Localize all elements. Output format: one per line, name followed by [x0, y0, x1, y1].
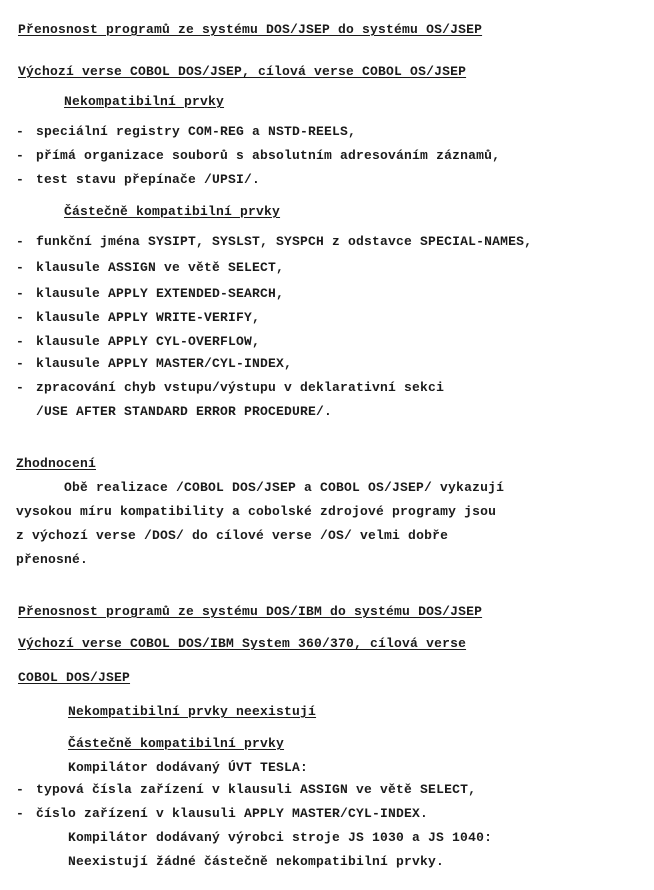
list-item: - klausule APPLY EXTENDED-SEARCH, — [16, 286, 285, 301]
list-item: - klausule APPLY MASTER/CYL-INDEX, — [16, 356, 293, 371]
section2-heading: Přenosnost programů ze systému DOS/IBM do systému DOS/JSEP — [18, 604, 483, 619]
list-item: - klausule ASSIGN ve větě SELECT, — [16, 260, 285, 275]
list-item: - test stavu přepínače /UPSI/. — [16, 172, 261, 187]
list-item: - číslo zařízení v klausuli APPLY MASTER/CYL-INDEX. — [16, 806, 429, 821]
list-item: - typová čísla zařízení v klausuli ASSIGN ve větě SELECT, — [16, 782, 477, 797]
list-item: - funkční jména SYSIPT, SYSLST, SYSPCH z odstavce SPECIAL-NAMES, — [16, 234, 533, 249]
list-item: - speciální registry COM-REG a NSTD-REELS, — [16, 124, 357, 139]
list-item: - zpracování chyb vstupu/výstupu v deklarativní sekci — [16, 380, 445, 395]
list-item: - klausule APPLY CYL-OVERFLOW, — [16, 334, 261, 349]
section1-partial-title: Částečně kompatibilní prvky — [64, 204, 281, 219]
list-item: - přímá organizace souborů s absolutním adresováním záznamů, — [16, 148, 501, 163]
section2-partial-title: Částečně kompatibilní prvky — [68, 736, 285, 751]
section2-versions-line2: COBOL DOS/JSEP — [18, 670, 131, 685]
list-item: - klausule APPLY WRITE-VERIFY, — [16, 310, 261, 325]
js-note: Neexistují žádné částečně nekompatibilní prvky. — [68, 854, 445, 869]
evaluation-line: Obě realizace /COBOL DOS/JSEP a COBOL OS/JSEP/ vykazují — [64, 480, 505, 495]
section1-incompatible-title: Nekompatibilní prvky — [64, 94, 225, 109]
compiler-tesla-label: Kompilátor dodávaný ÚVT TESLA: — [68, 760, 309, 775]
section2-versions-line1: Výchozí verse COBOL DOS/IBM System 360/370, cílová verse — [18, 636, 467, 651]
evaluation-line: z výchozí verse /DOS/ do cílové verse /OS/ velmi dobře — [16, 528, 449, 543]
list-item-continuation: /USE AFTER STANDARD ERROR PROCEDURE/. — [36, 404, 333, 419]
evaluation-line: přenosné. — [16, 552, 89, 567]
section1-heading: Přenosnost programů ze systému DOS/JSEP do systému OS/JSEP — [18, 22, 483, 37]
evaluation-title: Zhodnocení — [16, 456, 97, 471]
evaluation-line: vysokou míru kompatibility a cobolské zdrojové programy jsou — [16, 504, 497, 519]
compiler-js-label: Kompilátor dodávaný výrobci stroje JS 1030 a JS 1040: — [68, 830, 493, 845]
section2-incompatible-title: Nekompatibilní prvky neexistují — [68, 704, 317, 719]
section1-versions: Výchozí verse COBOL DOS/JSEP, cílová verse COBOL OS/JSEP — [18, 64, 467, 79]
